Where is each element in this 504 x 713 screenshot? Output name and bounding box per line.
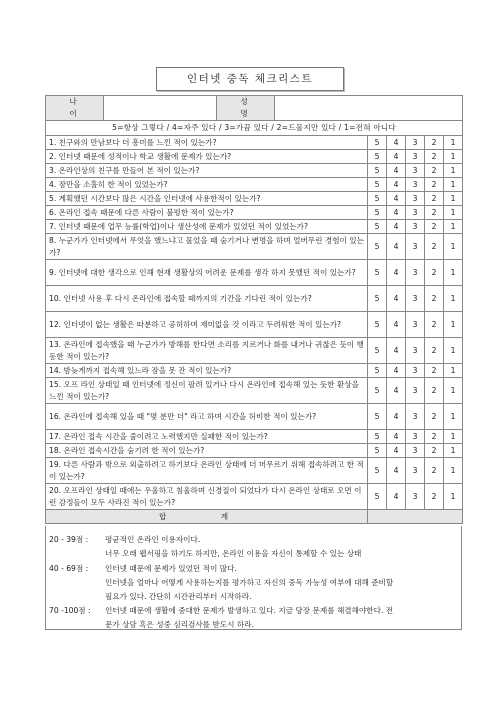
- question-row: [46, 364, 463, 378]
- score-option[interactable]: 4: [387, 164, 406, 178]
- score-option[interactable]: 5: [368, 220, 387, 234]
- score-option[interactable]: 1: [444, 430, 463, 444]
- score-option[interactable]: 2: [425, 192, 444, 206]
- score-option[interactable]: 5: [368, 338, 387, 364]
- legend-range: 70 -100점 :: [49, 606, 91, 615]
- question-row: [46, 220, 463, 234]
- score-option[interactable]: 4: [387, 484, 406, 510]
- score-option[interactable]: 3: [406, 150, 425, 164]
- question-row: [46, 192, 463, 206]
- score-option[interactable]: 5: [368, 178, 387, 192]
- score-option[interactable]: 5: [368, 378, 387, 404]
- score-option[interactable]: 2: [425, 338, 444, 364]
- score-option[interactable]: 1: [444, 286, 463, 312]
- score-option[interactable]: 5: [368, 286, 387, 312]
- score-option[interactable]: 1: [444, 206, 463, 220]
- score-option[interactable]: 2: [425, 234, 444, 260]
- score-option[interactable]: 2: [425, 136, 444, 150]
- question-text: 1. 친구와의 만남보다 더 흥미를 느낀 적이 있는가?: [46, 136, 368, 150]
- score-option[interactable]: 5: [368, 458, 387, 484]
- question-row: [46, 312, 463, 338]
- score-option[interactable]: 1: [444, 178, 463, 192]
- name-label: 성 명: [217, 96, 275, 121]
- score-option[interactable]: 3: [406, 430, 425, 444]
- score-option[interactable]: 4: [387, 404, 406, 430]
- question-row: [46, 484, 463, 510]
- question-text: 7. 인터넷 때문에 업무 능률(학업)이나 생산성에 문제가 있었던 적이 있었는가?: [46, 220, 368, 234]
- score-option[interactable]: 5: [368, 484, 387, 510]
- score-option[interactable]: 1: [444, 458, 463, 484]
- question-text: 5. 계획했던 시간보다 많은 시간을 인터넷에 사용한적이 있는가?: [46, 192, 368, 206]
- score-option[interactable]: 1: [444, 444, 463, 458]
- score-option[interactable]: 3: [406, 444, 425, 458]
- page-title: 인터넷 중독 체크리스트: [156, 67, 344, 91]
- legend-text: 필요가 있다. 간단히 시간관리부터 시작하라.: [105, 592, 252, 601]
- score-option[interactable]: 1: [444, 484, 463, 510]
- question-row: [46, 234, 463, 260]
- score-option[interactable]: 2: [425, 206, 444, 220]
- score-option[interactable]: 2: [425, 220, 444, 234]
- legend-text: 인터넷 때문에 생활에 중대한 문제가 발생하고 있다. 지금 당장 문제를 해결해야한다. 전: [105, 606, 394, 615]
- score-option[interactable]: 4: [387, 206, 406, 220]
- legend-text: 문가 상담 혹은 성중 심리검사를 받도시 하라.: [105, 620, 254, 629]
- score-option[interactable]: 2: [425, 364, 444, 378]
- score-option[interactable]: 3: [406, 338, 425, 364]
- score-option[interactable]: 3: [406, 178, 425, 192]
- score-option[interactable]: 5: [368, 260, 387, 286]
- question-row: [46, 286, 463, 312]
- score-option[interactable]: 3: [406, 364, 425, 378]
- score-option[interactable]: 2: [425, 458, 444, 484]
- score-option[interactable]: 3: [406, 234, 425, 260]
- score-option[interactable]: 4: [387, 378, 406, 404]
- question-text: 20. 오프라인 상태일 때에는 우울하고 침울하며 신경질이 되었다가 다시 온라인 상태로 오면 이런 감정들이 모두 사라진 적이 있는가?: [46, 484, 368, 510]
- score-option[interactable]: 5: [368, 136, 387, 150]
- score-option[interactable]: 1: [444, 220, 463, 234]
- header-row: [46, 96, 463, 121]
- score-option[interactable]: 3: [406, 260, 425, 286]
- score-option[interactable]: 5: [368, 404, 387, 430]
- score-option[interactable]: 2: [425, 178, 444, 192]
- score-option[interactable]: 1: [444, 378, 463, 404]
- score-option[interactable]: 4: [387, 364, 406, 378]
- question-row: [46, 338, 463, 364]
- score-option[interactable]: 4: [387, 136, 406, 150]
- score-option[interactable]: 1: [444, 260, 463, 286]
- score-option[interactable]: 3: [406, 220, 425, 234]
- score-option[interactable]: 1: [444, 192, 463, 206]
- score-option[interactable]: 4: [387, 430, 406, 444]
- legend-text: 인터넷을 얼마나 어떻게 사용하는지를 평가하고 자신의 중독 가능성 여부에 대해 준비할: [105, 578, 394, 587]
- score-option[interactable]: 4: [387, 234, 406, 260]
- score-option[interactable]: 2: [425, 404, 444, 430]
- legend-line: [49, 619, 254, 630]
- scale-legend: 5=항상 그렇다 / 4=자주 있다 / 3=가끔 있다 / 2=드물지만 있다 / 1=전혀 아니다: [46, 121, 463, 136]
- score-option[interactable]: 4: [387, 220, 406, 234]
- score-option[interactable]: 1: [444, 338, 463, 364]
- question-row: [46, 260, 463, 286]
- score-option[interactable]: 3: [406, 286, 425, 312]
- score-option[interactable]: 4: [387, 312, 406, 338]
- question-text: 16. 온라인에 접속해 있을 때 "몇 분만 더" 라고 하며 시간을 허비한 적이 있는가?: [46, 404, 368, 430]
- legend-line: [49, 534, 200, 545]
- legend-text: 너무 오래 웹서핑을 하기도 하지만, 온라인 이용을 자신이 통제할 수 있는 상태: [105, 549, 362, 558]
- score-option[interactable]: 3: [406, 458, 425, 484]
- legend-range: 20 - 39점 :: [49, 535, 89, 544]
- score-option[interactable]: 2: [425, 378, 444, 404]
- score-option[interactable]: 5: [368, 234, 387, 260]
- legend-text: 평균적인 온라인 이용자이다.: [105, 535, 201, 544]
- score-option[interactable]: 3: [406, 136, 425, 150]
- age-label: 나 이: [46, 96, 104, 121]
- score-option[interactable]: 3: [406, 312, 425, 338]
- question-row: [46, 458, 463, 484]
- question-text: 8. 누군가가 인터넷에서 무엇을 했느냐고 물었을 때 숨기거나 변명을 하며 얼버무린 경험이 있는가?: [46, 234, 368, 260]
- score-option[interactable]: 2: [425, 444, 444, 458]
- score-option[interactable]: 2: [425, 260, 444, 286]
- score-option[interactable]: 3: [406, 192, 425, 206]
- score-option[interactable]: 4: [387, 338, 406, 364]
- question-row: [46, 430, 463, 444]
- score-option[interactable]: 1: [444, 234, 463, 260]
- question-text: 13. 온라인에 접속했을 때 누군가가 방해를 한다면 소리를 지르거나 화를 내거나 귀찮은 듯이 행동한 적이 있는가?: [46, 338, 368, 364]
- score-option[interactable]: 1: [444, 150, 463, 164]
- score-option[interactable]: 2: [425, 164, 444, 178]
- score-option[interactable]: 1: [444, 364, 463, 378]
- question-row: [46, 378, 463, 404]
- score-option[interactable]: 2: [425, 150, 444, 164]
- score-option[interactable]: 4: [387, 192, 406, 206]
- score-option[interactable]: 1: [444, 164, 463, 178]
- question-row: [46, 164, 463, 178]
- score-option[interactable]: 3: [406, 404, 425, 430]
- score-option[interactable]: 5: [368, 150, 387, 164]
- score-option[interactable]: 2: [425, 484, 444, 510]
- score-option[interactable]: 4: [387, 150, 406, 164]
- checklist-table: [45, 95, 463, 524]
- score-option[interactable]: 3: [406, 484, 425, 510]
- question-text: 9. 인터넷에 대한 생각으로 인해 현재 생활상의 어려운 문제를 생각 하지 못했던 적이 있는가?: [46, 260, 368, 286]
- question-row: [46, 178, 463, 192]
- age-field[interactable]: [104, 96, 217, 121]
- score-option[interactable]: 5: [368, 444, 387, 458]
- score-option[interactable]: 3: [406, 206, 425, 220]
- question-text: 2. 인터넷 때문에 성적이나 학교 생활에 문제가 있는가?: [46, 150, 368, 164]
- score-option[interactable]: 5: [368, 206, 387, 220]
- question-text: 3. 온라인상의 친구를 만들어 본 적이 있는가?: [46, 164, 368, 178]
- name-field[interactable]: [275, 96, 463, 121]
- legend-text: 인터넷 때문에 문제가 있었던 적이 많다.: [105, 564, 237, 573]
- score-option[interactable]: 2: [425, 312, 444, 338]
- question-row: [46, 206, 463, 220]
- total-row: [46, 510, 463, 524]
- question-row: [46, 150, 463, 164]
- score-option[interactable]: 3: [406, 378, 425, 404]
- question-row: [46, 444, 463, 458]
- question-text: 6. 온라인 접속 때문에 다른 사람이 불평한 적이 있는가?: [46, 206, 368, 220]
- score-option[interactable]: 4: [387, 458, 406, 484]
- question-text: 15. 오프 라인 상태일 때 인터넷에 정신이 팔려 있거나 다시 온라인에 접속해 있는 듯한 환상을 느낀 적이 있는가?: [46, 378, 368, 404]
- question-text: 10. 인터넷 사용 후 다시 온라인에 접속할 때까지의 기간을 기다린 적이 있는가?: [46, 286, 368, 312]
- total-value[interactable]: [368, 510, 463, 524]
- score-option[interactable]: 4: [387, 260, 406, 286]
- score-option[interactable]: 4: [387, 286, 406, 312]
- legend-line: [49, 563, 237, 574]
- score-option[interactable]: 5: [368, 192, 387, 206]
- score-legend: [45, 526, 462, 630]
- legend-line: [49, 548, 361, 559]
- score-option[interactable]: 5: [368, 430, 387, 444]
- legend-range: 40 - 69점 :: [49, 564, 89, 573]
- question-text: 4. 잠만을 소홀히 한 적이 있었는가?: [46, 178, 368, 192]
- question-text: 12. 인터넷이 없는 생활은 따분하고 공허하며 재미없을 것 이라고 두려워한 적이 있는가?: [46, 312, 368, 338]
- score-option[interactable]: 5: [368, 364, 387, 378]
- score-option[interactable]: 3: [406, 164, 425, 178]
- legend-line: [49, 591, 252, 602]
- question-text: 14. 밤늦게까지 접속해 있느라 잠을 못 잔 적이 있는가?: [46, 364, 368, 378]
- score-option[interactable]: 5: [368, 164, 387, 178]
- question-row: [46, 136, 463, 150]
- question-text: 18. 온라인 접속시간을 숨기려 한 적이 있는가?: [46, 444, 368, 458]
- score-option[interactable]: 4: [387, 444, 406, 458]
- score-option[interactable]: 1: [444, 312, 463, 338]
- legend-line: [49, 577, 393, 588]
- legend-line: [49, 605, 393, 616]
- question-text: 19. 다른 사람과 밖으로 외출하려고 하기보다 온라인 상태에 더 머무르기 위해 접속하려고 한 적이 있는가?: [46, 458, 368, 484]
- score-option[interactable]: 4: [387, 178, 406, 192]
- total-label: 합 계: [46, 510, 368, 524]
- scale-row: [46, 121, 463, 136]
- score-option[interactable]: 5: [368, 312, 387, 338]
- question-text: 17. 온라인 접속 시간을 줄이려고 노력했지만 실패한 적이 있는가?: [46, 430, 368, 444]
- score-option[interactable]: 1: [444, 404, 463, 430]
- score-option[interactable]: 1: [444, 136, 463, 150]
- score-option[interactable]: 2: [425, 430, 444, 444]
- question-row: [46, 404, 463, 430]
- score-option[interactable]: 2: [425, 286, 444, 312]
